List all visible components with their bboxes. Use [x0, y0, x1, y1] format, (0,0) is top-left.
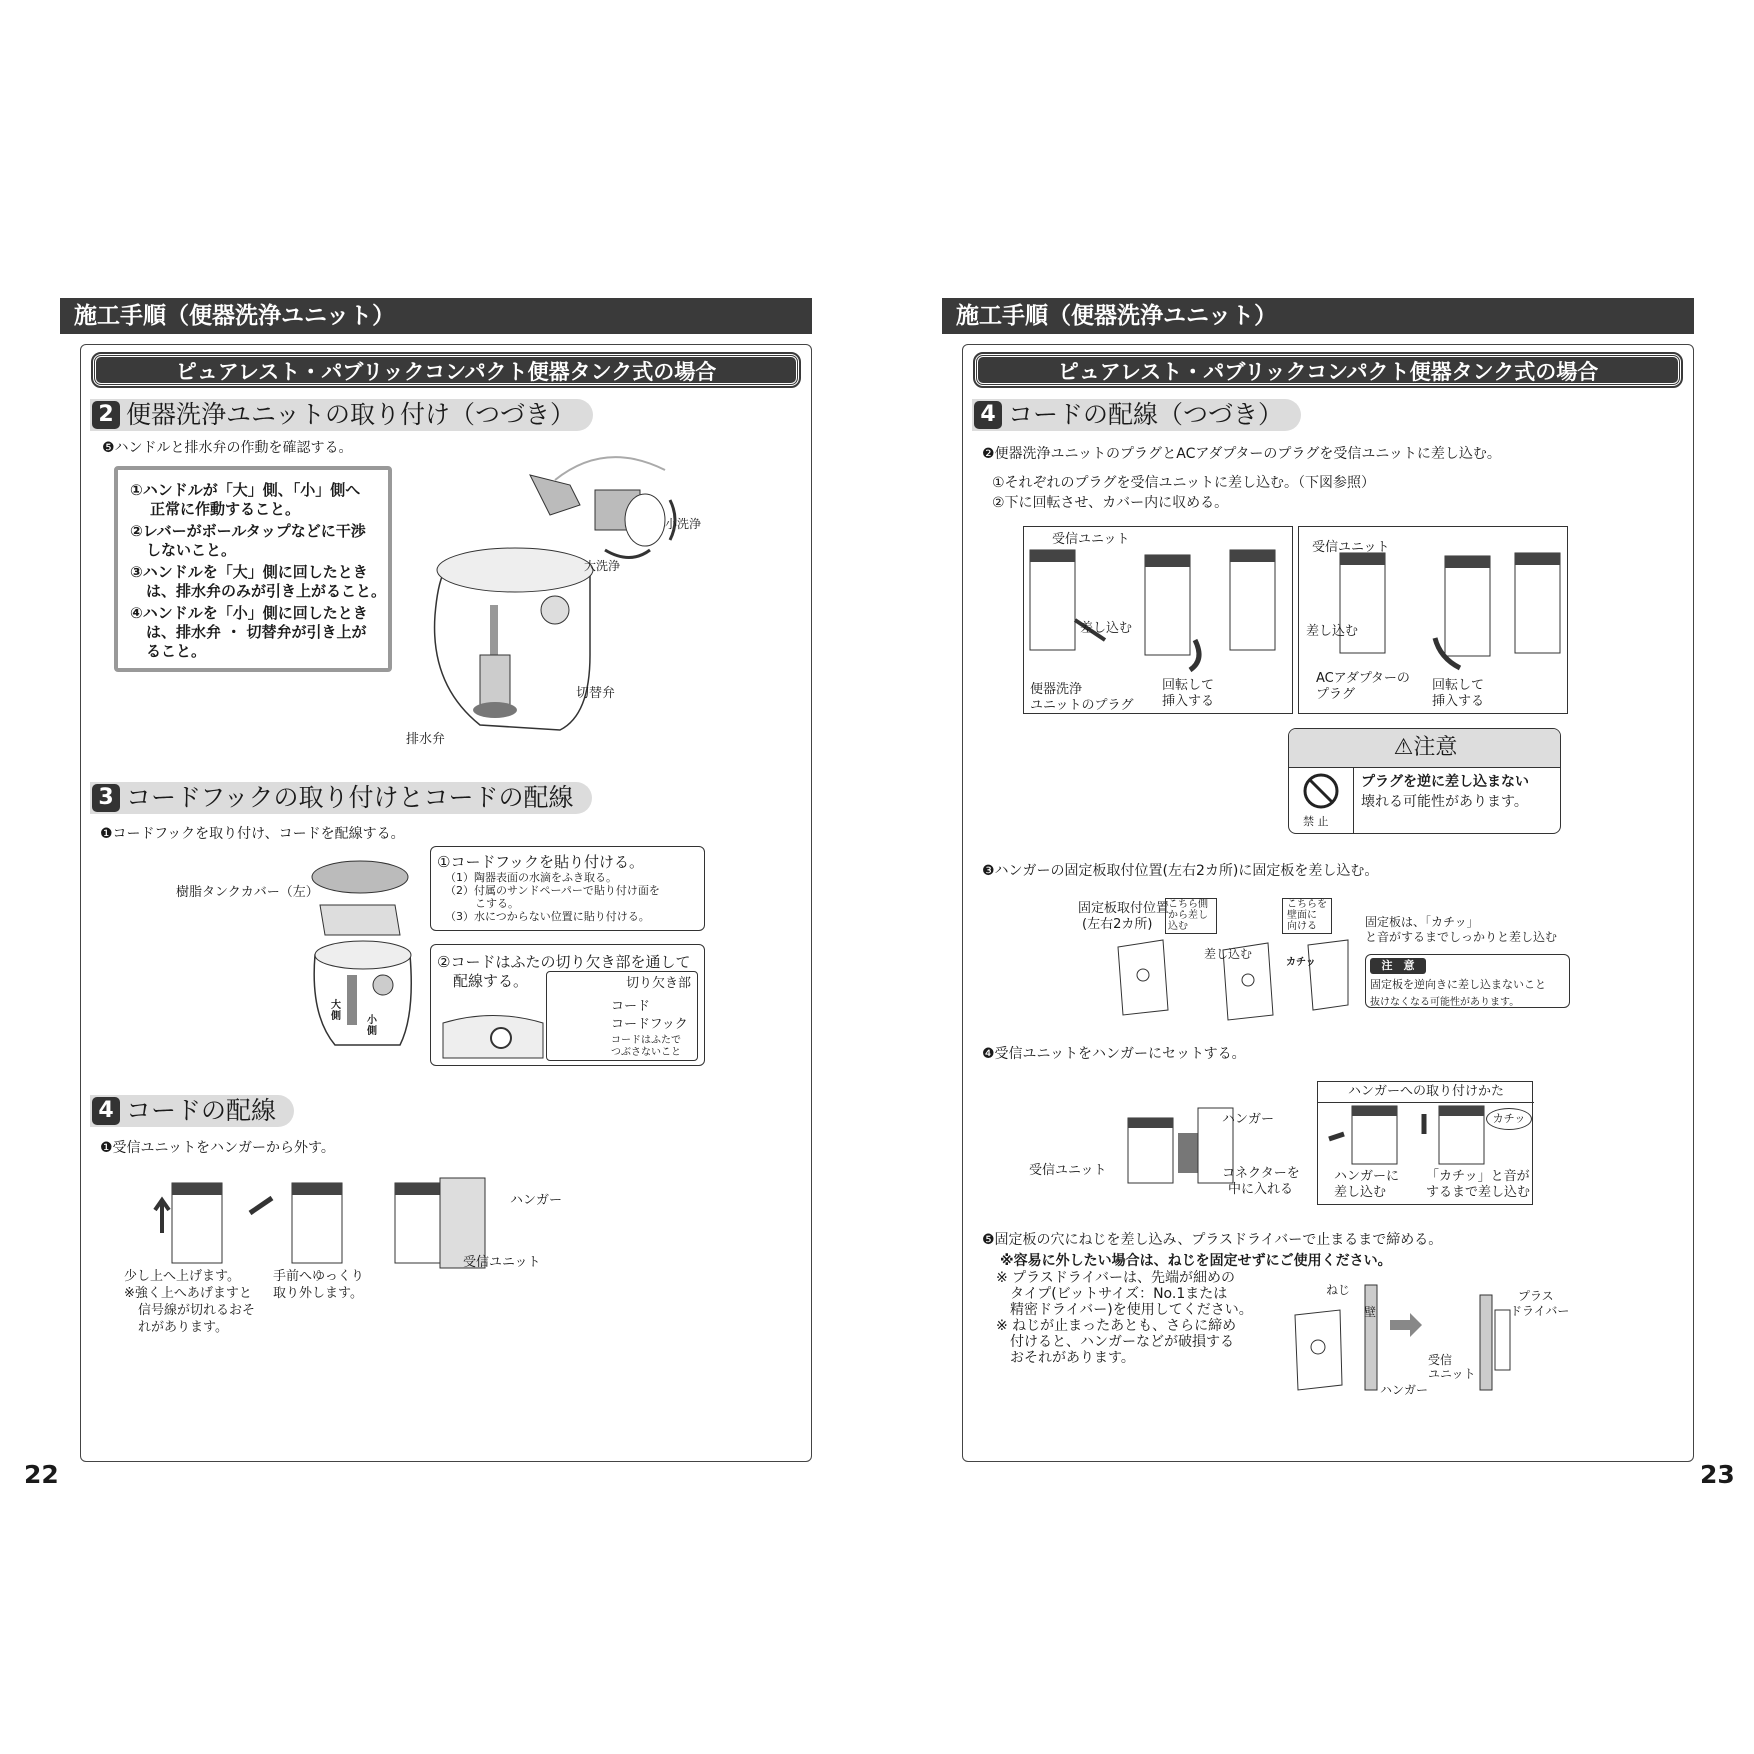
hook-attach-steps: （1）陶器表面の水滴をふき取る。 （2）付属のサンドペーパーで貼り付け面を こする。 （3）水につからない位置に貼り付ける。	[445, 871, 660, 923]
figb-insert: 差し込む	[1306, 624, 1359, 639]
handle-detail	[545, 440, 695, 570]
screw-receiver2: ユニット	[1428, 1367, 1476, 1381]
caution-title: ⚠注意	[1289, 729, 1561, 768]
screw-neji: ねじ	[1326, 1283, 1351, 1297]
label-big-side: 大側	[331, 1000, 341, 1022]
figa-insert: 差し込む	[1080, 621, 1133, 636]
figb-rotate2: 挿入する	[1432, 694, 1485, 709]
right-step3: ❸ハンガーの固定板取付位置(左右2カ所)に固定板を差し込む。	[982, 863, 1379, 879]
caution-line2: 壊れる可能性があります。	[1361, 794, 1528, 810]
label-cord: コード	[611, 999, 651, 1014]
figb-rotate1: 回転して	[1432, 678, 1485, 693]
left-page-header: 施工手順（便器洗浄ユニット）	[60, 298, 812, 334]
right-step4: ❹受信ユニットをハンガーにセットする。	[982, 1046, 1246, 1062]
caption-remove: 手前へゆっくり 取り外します。	[273, 1269, 364, 1301]
label-large-flush: 大洗浄	[584, 559, 621, 573]
hanger-how-title: ハンガーへの取り付けかた	[1318, 1082, 1534, 1103]
label-switch-valve: 切替弁	[576, 686, 616, 701]
right-sec4-heading: 4 コードの配線（つづき）	[972, 399, 1301, 431]
cord-routing-title: ②コードはふたの切り欠き部を通して	[437, 953, 691, 971]
hook-attach-box	[430, 846, 705, 931]
set-hanger: ハンガー	[1222, 1112, 1275, 1127]
driver-notes: ※ プラスドライバーは、先端が細めの タイプ(ビットサイズ：No.1または 精密ドライバー)を使用してください。 ※ ねじが止まったあとも、さらに締め 付けると、ハンガーなどが破損する おそれがあります。	[996, 1270, 1253, 1366]
left-sec2-step5: ❺ハンドルと排水弁の作動を確認する。	[102, 440, 353, 456]
hook-attach-title: ①コードフックを貼り付ける。	[437, 853, 644, 871]
figb-ac2: プラグ	[1316, 687, 1356, 702]
hanger-how-box	[1317, 1081, 1533, 1205]
fix-face-wall-text: こちらを 壁面に 向ける	[1287, 899, 1327, 932]
screw-driver2: ドライバー	[1510, 1304, 1570, 1318]
hanger-click-bubble: カチッ	[1486, 1108, 1532, 1130]
hanger-ins2: 差し込む	[1334, 1185, 1387, 1200]
figa-plug2: ユニットのプラグ	[1030, 698, 1134, 713]
fix-click: カチッ	[1286, 957, 1316, 968]
right-step5: ❺固定板の穴にねじを差し込み、プラスドライバーで止まるまで締める。	[982, 1232, 1443, 1248]
fix-this-side-box	[1165, 898, 1217, 934]
left-sec2-heading: 2 便器洗浄ユニットの取り付け（つづき）	[90, 399, 593, 431]
right-sec4-sub1: ①それぞれのプラグを受信ユニットに差し込む。（下図参照）	[992, 475, 1375, 491]
fix-caution-line2: 抜けなくなる可能性があります。	[1370, 997, 1520, 1008]
forbid-label: 禁 止	[1303, 815, 1329, 828]
figure-a-illustration	[1030, 545, 1290, 675]
caution-line1: プラグを逆に差し込まない	[1361, 774, 1529, 790]
caution-box	[1288, 728, 1561, 834]
fix-note1: 固定板は、「カチッ」	[1365, 915, 1479, 929]
label-tank-cover: 樹脂タンクカバー（左）	[176, 885, 319, 900]
screw-driver1: プラス	[1518, 1289, 1554, 1303]
figa-plug1: 便器洗浄	[1030, 682, 1083, 697]
caption-lift-up: 少し上へ上げます。 ※強く上へあげますと 信号線が切れるおそ れがあります。	[124, 1269, 256, 1335]
right-banner: ピュアレスト・パブリックコンパクト便器タンク式の場合	[975, 354, 1681, 386]
label-small-flush: 小洗浄	[665, 517, 702, 531]
right-sec4-sub2: ②下に回転させ、カバー内に収める。	[992, 495, 1229, 511]
hanger-snd1: 「カチッ」と音が	[1426, 1169, 1530, 1184]
left-sec4-step1: ❶受信ユニットをハンガーから外す。	[100, 1140, 335, 1156]
check-list: ①ハンドルが「大」側、「小」側へ 正常に作動すること。 ②レバーがボールタップなどに干渉 しないこと。 ③ハンドルを「大」側に回したとき は、排水弁のみが引き上がること。 ④ハンドルを「小」側に回したとき は、排水弁 ・ 切替弁が引き上が ること。	[130, 481, 387, 660]
label-small-side: 小側	[367, 1015, 377, 1037]
right-sec4-step2: ❷便器洗浄ユニットのプラグとACアダプターのプラグを受信ユニットに差し込む。	[982, 446, 1501, 462]
screw-receiver1: 受信	[1428, 1353, 1453, 1367]
fix-note2: と音がするまでしっかりと差し込む	[1365, 930, 1558, 944]
cord-routing-box	[430, 944, 705, 1066]
figa-rotate2: 挿入する	[1162, 694, 1215, 709]
screw-hanger: ハンガー	[1380, 1383, 1429, 1397]
figa-rotate1: 回転して	[1162, 678, 1215, 693]
forbid-cell	[1289, 767, 1354, 834]
label-drain-valve: 排水弁	[406, 732, 446, 747]
left-sec3-step1: ❶コードフックを取り付け、コードを配線する。	[100, 826, 405, 842]
right-page-number: 23	[1700, 1460, 1735, 1489]
fix-caution-title: 注 意	[1370, 958, 1426, 974]
left-sec4-heading: 4 コードの配線	[90, 1095, 294, 1127]
fix-this-side-text: こちら側 から差し 込む	[1168, 899, 1208, 932]
figure-b-illustration	[1340, 548, 1570, 678]
notch-illustration	[443, 1003, 553, 1063]
fix-caution-box	[1365, 954, 1570, 1008]
set-connector1: コネクターを	[1222, 1166, 1300, 1181]
figb-ac1: ACアダプターの	[1316, 671, 1410, 686]
label-cord-hook: コードフック	[611, 1017, 688, 1032]
label-hook-note1: コードはふたで	[611, 1035, 681, 1046]
label-hanger: ハンガー	[510, 1193, 563, 1208]
prohibited-icon	[1302, 772, 1340, 810]
right-page-header: 施工手順（便器洗浄ユニット）	[942, 298, 1694, 334]
left-sec3-heading: 3 コードフックの取り付けとコードの配線	[90, 782, 592, 814]
fix-pos1: 固定板取付位置	[1078, 901, 1170, 916]
label-receiver: 受信ユニット	[463, 1255, 541, 1270]
label-hook-note2: つぶさないこと	[611, 1047, 681, 1058]
fix-pos2: (左右2カ所)	[1082, 917, 1153, 932]
fix-caution-line1: 固定板を逆向きに差し込まないこと	[1370, 978, 1546, 991]
fix-insert: 差し込む	[1204, 947, 1253, 961]
left-page-number: 22	[24, 1460, 59, 1489]
set-connector2: 中に入れる	[1228, 1182, 1294, 1197]
screw-wall: 壁	[1364, 1305, 1377, 1319]
hanger-snd2: するまで差し込む	[1426, 1185, 1531, 1200]
cord-routing-title2: 配線する。	[453, 972, 529, 990]
right-bold-note: ※容易に外したい場合は、ねじを固定せずにご使用ください。	[1000, 1253, 1392, 1269]
left-banner: ピュアレスト・パブリックコンパクト便器タンク式の場合	[93, 354, 799, 386]
label-notch: 切り欠き部	[626, 976, 692, 991]
hanger-ins1: ハンガーに	[1334, 1169, 1400, 1184]
figa-receiver: 受信ユニット	[1052, 532, 1130, 547]
fix-face-wall-box	[1282, 898, 1332, 934]
set-receiver: 受信ユニット	[1029, 1163, 1107, 1178]
figb-receiver: 受信ユニット	[1312, 540, 1390, 555]
